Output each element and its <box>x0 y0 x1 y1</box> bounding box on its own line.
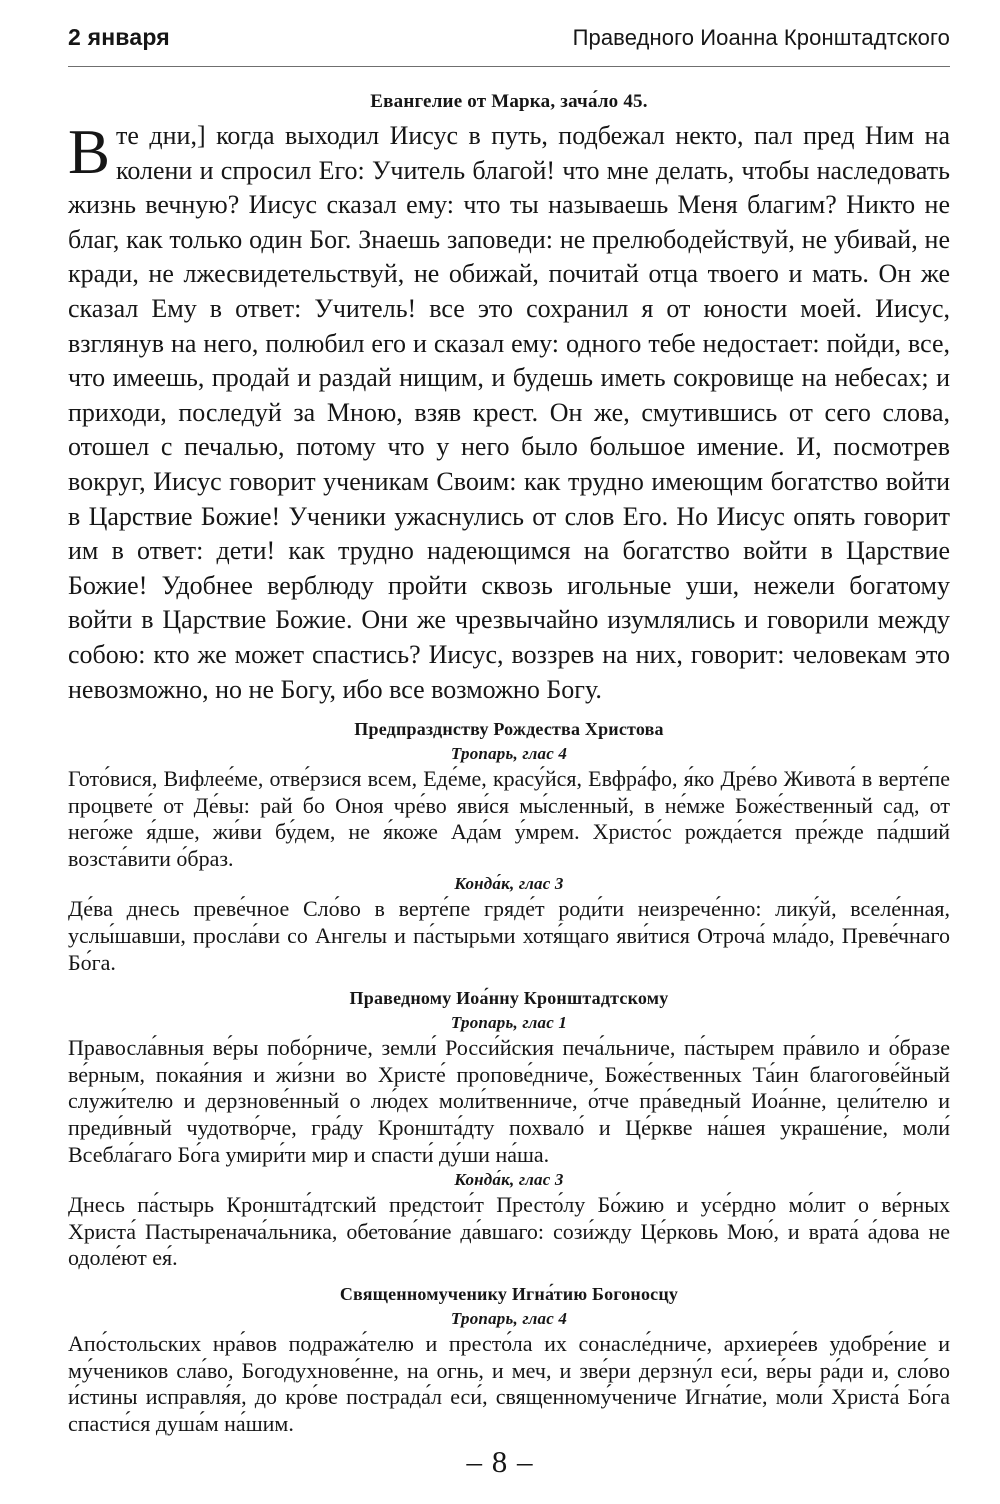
hymn-label: Конда́к, глас 3 <box>454 874 564 894</box>
drop-cap: В <box>68 117 111 187</box>
page-number: – 8 – <box>466 1444 534 1479</box>
hymn-label: Тропарь, глас 4 <box>450 1309 568 1328</box>
hymn-text: Днесь па́стырь Кроншта́дтский предстои́т Престо́лу Бо́жию и усе́рдно мо́лит о ве́рных Христа́ Пастыренача́льника, обетова́ние да́вшаго: сози́жду Це́рковь Мою́, и врата́ а́дова не одоле́ют ея́. <box>68 1192 950 1271</box>
section-title-ignatius: Священномученику Игна́тию Богоносцу <box>339 1284 679 1304</box>
hymn-text: Правосла́вныя ве́ры побо́рниче, земли́ Росси́йския печа́льниче, па́стырем пра́вило и о́бразе ве́рным, покая́ния и жи́зни во Христе́ пропове́дниче, Боже́ственных Та́ин благогове́йный служи́телю и дерзнове́нный о лю́дех моли́твенниче, о́тче пра́ведный Иоа́нне, цели́телю и преди́вный чудотво́рче, гра́ду Кроншта́дту похвало́ и Це́ркве на́шея украше́ние, моли́ Всебла́гаго Бо́га умири́ти мир и спасти́ ду́ши на́ша. <box>68 1035 950 1167</box>
hymn-text: Де́ва днесь преве́чное Сло́во в верте́пе гряде́т роди́ти неизрече́нно: лику́й, вселе́нная, услы́шавши, просла́ви со Ангелы и па́стырьми хотя́щаго яви́тися Отроча́ мла́до, Преве́чнаго Бо́га. <box>68 896 950 975</box>
hymn-label: Конда́к, глас 3 <box>454 1170 564 1190</box>
running-head <box>68 24 950 67</box>
gospel-text <box>68 119 950 707</box>
hymn-text: Апо́стольских нра́вов подража́телю и престо́ла их сонасле́дниче, архиере́ев удобре́ние и му́чеников сла́во, Богодухнове́нне, на огнь, и меч, и зве́ри дерзну́л еси́, ве́ры ра́ди и, сло́во и́стины исправля́я, до кро́ве пострада́л еси́, священному́чениче Игна́тие, моли́ Христа́ Бо́га спасти́ся душа́м на́шим. <box>68 1331 950 1436</box>
page <box>68 24 950 1437</box>
hymn-label: Тропарь, глас 4 <box>450 744 568 764</box>
hymn-text: Гото́вися, Вифлее́ме, отве́рзися всем, Еде́ме, красу́йся, Евфра́фо, я́ко Дре́во Живота́ в верте́пе процвете́ от Де́вы: рай бо Оноя чре́во яви́ся мы́сленный, в не́мже Боже́ственный сад, от него́же я́дше, жи́ви бу́дем, не я́коже Ада́м у́мрем. Христо́с рожда́ется пре́жде па́дший возста́вити о́браз. <box>68 766 950 871</box>
gospel-body: те дни,] когда выходил Иисус в путь, подбежал некто, пал пред Ним на колени и спросил Его: Учитель благой! что мне делать, чтобы наследовать жизнь вечную? Иисус сказал ему: что ты называешь Меня благим? Никто не благ, как только один Бог. Знаешь заповеди: не прелюбодействуй, не убивай, не кради, не лжесвидетельствуй, не обижай, почитай отца твоего и мать. Он же сказал Ему в ответ: Учитель! все это сохранил я от юности моей. Иисус, взглянув на него, полюбил его и сказал ему: одного тебе недостает: пойди, все, что имеешь, продай и раздай нищим, и будешь иметь сокровище на небесах; и приходи, последуй за Мною, взяв крест. Он же, смутившись от сего слова, отошел с печалью, потому что у него было большое имение. И, посмотрев вокруг, Иисус говорит ученикам Своим: как трудно имеющим богатство войти в Царствие Божие! Ученики ужаснулись от слов Его. Но Иисус опять говорит им в ответ: дети! как трудно надеющимся на богатство войти в Царствие Божие! Удобнее верблюду пройти сквозь игольные уши, нежели богатому войти в Царствие Божие. Они же чрезвычайно изумлялись и говорили между собою: кто же может спастись? Иисус, воззрев на них, говорит: человекам это невозможно, но не Богу, ибо все возможно Богу. <box>68 121 950 704</box>
section-title-nativity-forefeast: Предпразднству Рождества Христова <box>354 719 664 740</box>
section-title-john-kronstadt: Праведному Иоа́нну Кронштадтскому <box>349 988 669 1009</box>
header-date: 2 января <box>68 24 170 50</box>
header-saint: Праведного Иоанна Кронштадтского <box>572 25 950 50</box>
hymn-label: Тропарь, глас 1 <box>450 1013 568 1033</box>
gospel-title: Евангелие от Марка, зача́ло 45. <box>370 91 648 112</box>
